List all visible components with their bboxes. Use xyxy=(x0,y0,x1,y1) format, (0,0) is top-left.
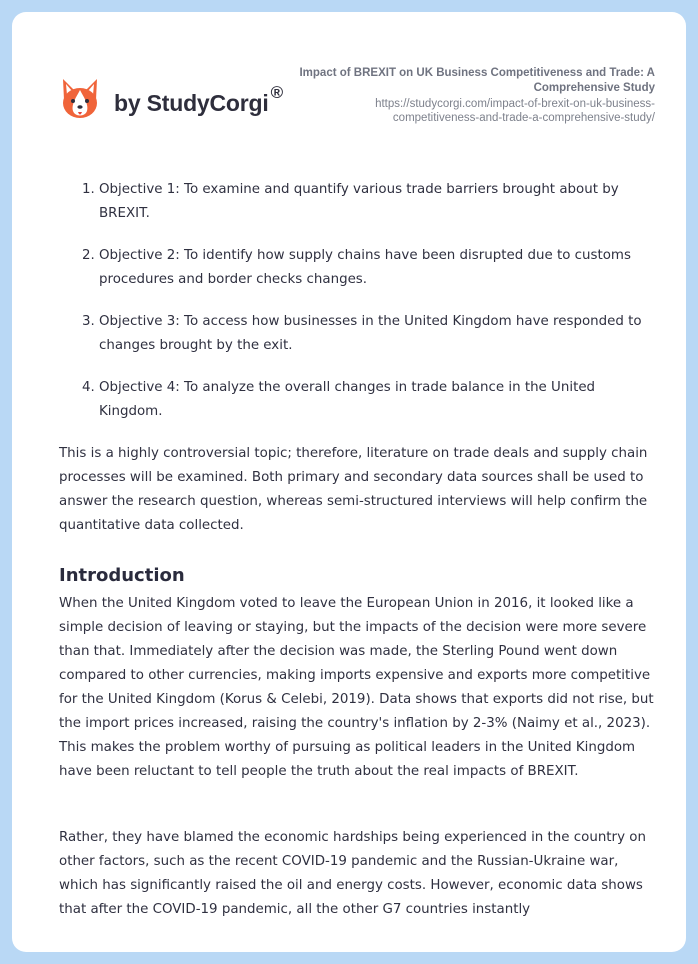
list-item-text: Objective 2: To identify how supply chains have been disrupted due to customs procedures and border checks changes. xyxy=(99,248,631,287)
list-number: 1. xyxy=(82,182,95,197)
list-item-text: Objective 4: To analyze the overall changes in trade balance in the United Kingdom. xyxy=(99,380,596,419)
list-item xyxy=(82,244,662,292)
objectives-list xyxy=(82,178,662,442)
section-heading: Introduction xyxy=(59,565,185,586)
list-item xyxy=(82,310,662,358)
list-item-text: Objective 1: To examine and quantify various trade barriers brought about by BREXIT. xyxy=(99,182,619,221)
list-number: 4. xyxy=(82,380,95,395)
document-page xyxy=(12,12,686,952)
brand-name: by StudyCorgi xyxy=(114,89,269,116)
list-item xyxy=(82,178,662,226)
paragraph-intro-1: When the United Kingdom voted to leave the European Union in 2016, it looked like a simple decision of leaving or staying, but the impacts of the decision were more severe than that. Immediately after the decision was made, the Sterling Pound went down compared to other currencies, making imports expensive and exports more competitive for the United Kingdom (Korus & Celebi, 2019). Data shows that exports did not rise, but the import prices increased, raising the country's inflation by 2-3% (Naimy et al., 2023). This makes the problem worthy of pursuing as political leaders in the United Kingdom have been reluctant to tell people the truth about the real impacts of BREXIT. xyxy=(59,596,654,779)
document-title: Impact of BREXIT on UK Business Competitiveness and Trade: A Comprehensive Study xyxy=(299,67,655,94)
studycorgi-logo[interactable] xyxy=(60,76,283,122)
corgi-logo-icon xyxy=(60,76,100,122)
list-number: 2. xyxy=(82,248,95,263)
list-item-text: Objective 3: To access how businesses in the United Kingdom have responded to changes brought by the exit. xyxy=(99,314,642,353)
document-meta xyxy=(295,66,655,125)
list-number: 3. xyxy=(82,314,95,329)
registered-mark: ® xyxy=(270,83,284,102)
document-url[interactable]: https://studycorgi.com/impact-of-brexit-on-uk-business-competitiveness-and-trade-a-comprehensive-study/ xyxy=(375,98,655,124)
list-item xyxy=(82,376,662,424)
paragraph-intro-2: Rather, they have blamed the economic hardships being experienced in the country on other factors, such as the recent COVID-19 pandemic and the Russian-Ukraine war, which has significantly raised the oil and energy costs. However, economic data shows that after the COVID-19 pandemic, all the other G7 countries instantly xyxy=(59,830,646,917)
paragraph-methods: This is a highly controversial topic; therefore, literature on trade deals and supply chain processes will be examined. Both primary and secondary data sources shall be used to answer the research question, whereas semi-structured interviews will help confirm the quantitative data collected. xyxy=(59,446,648,533)
